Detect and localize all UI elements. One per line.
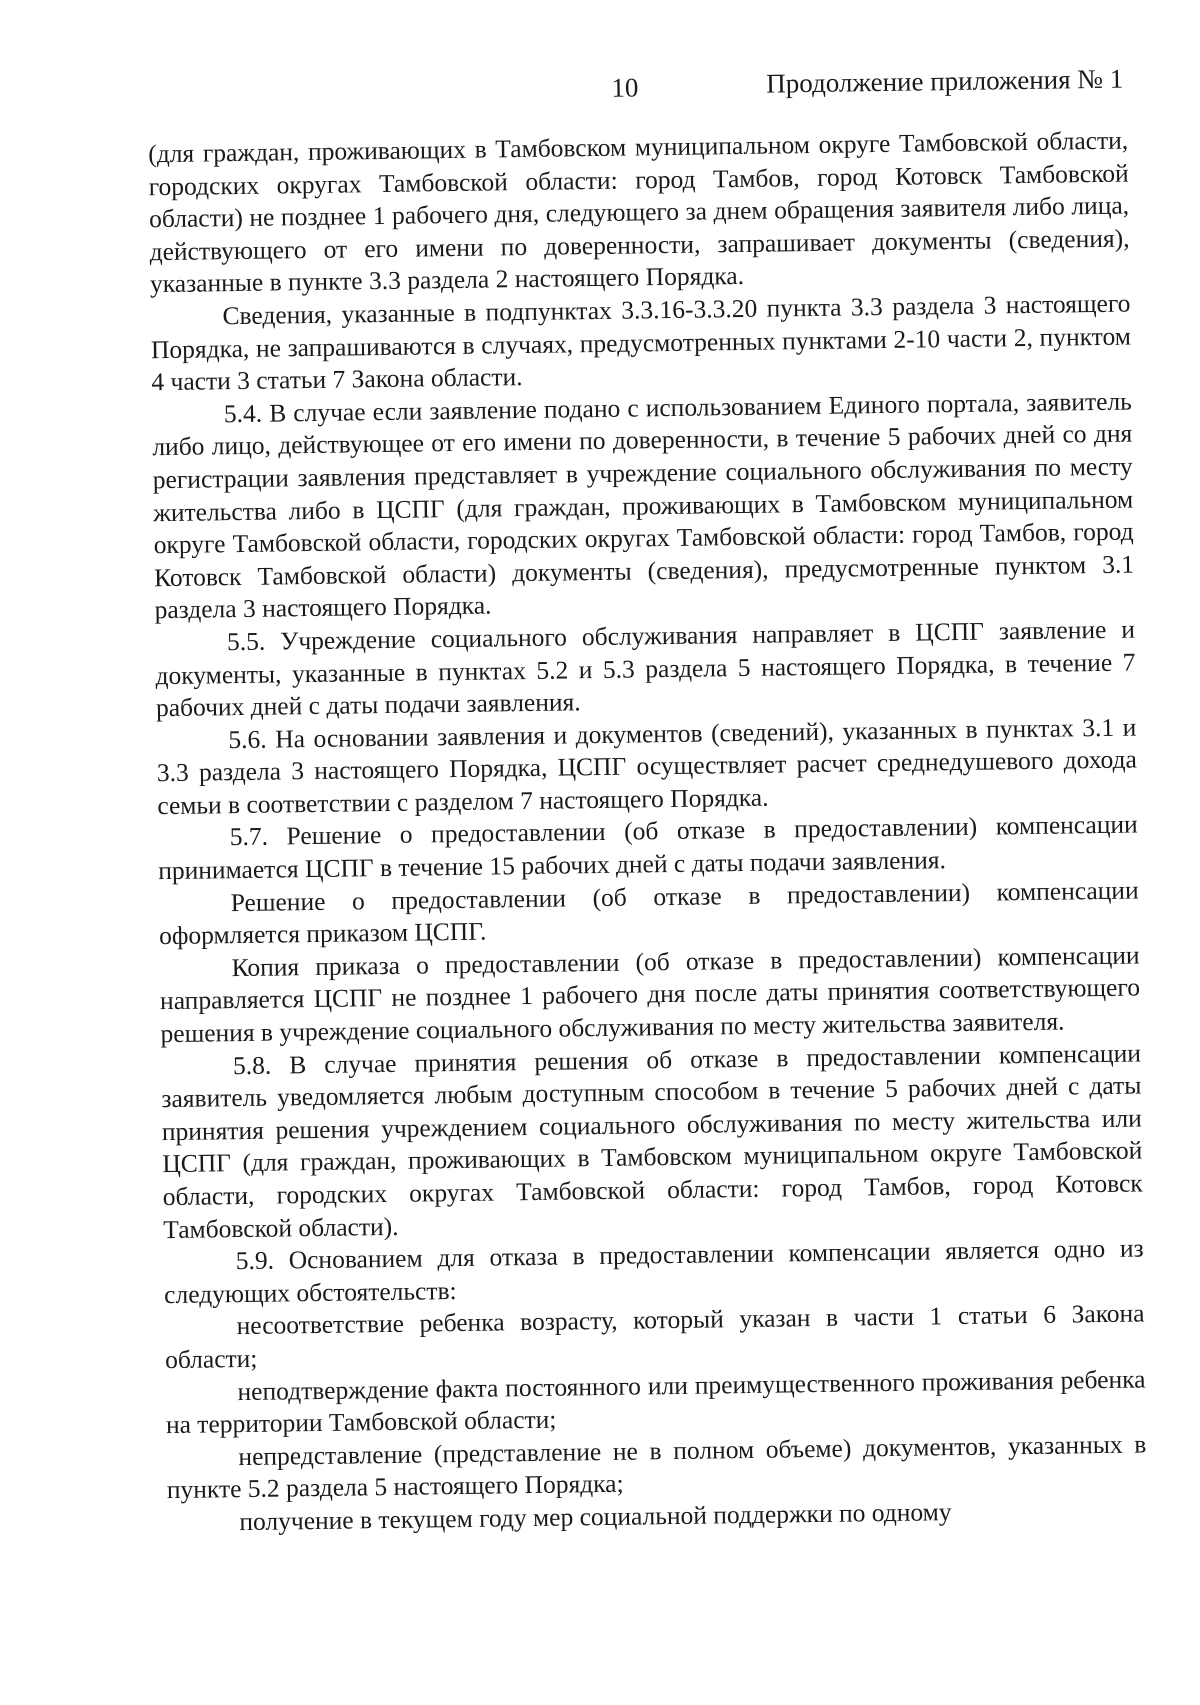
- list-item-support: получение в текущем году мер социальной поддержки по одному: [239, 1497, 952, 1537]
- paragraph-5-8: 5.8. В случае принятия решения об отказе в предоставлении компенсации заявитель уведомляется любым доступным способом в течение 5 рабочих дней с даты принятия решения учреждением социального обслуживания по месту жительства или ЦСПГ (для граждан, проживающих в Тамбовском муниципальном округе Тамбовской области, городских округах Тамбовской области: город Тамбов, город Котовск Тамбовской области).: [161, 1038, 1143, 1244]
- document-body: [148, 125, 1147, 1540]
- list-item-age: несоответствие ребенка возрасту, который указан в части 1 статьи 6 Закона области;: [164, 1298, 1145, 1375]
- list-item-documents: непредставление (представление не в полном объеме) документов, указанных в пункте 5.2 раздела 5 настоящего Порядка;: [166, 1429, 1147, 1505]
- running-title: Продолжение приложения № 1: [766, 63, 1124, 99]
- paragraph-5-6: 5.6. На основании заявления и документов (сведений), указанных в пунктах 3.1 и 3.3 раздела 3 настоящего Порядка, ЦСПГ осуществляет расчет среднедушевого дохода семьи в соответствии с разделом 7 настоящего Порядка.: [156, 712, 1137, 821]
- paragraph-information: Сведения, указанные в подпунктах 3.3.16-3.3.20 пункта 3.3 раздела 3 настоящего Порядка, не запрашиваются в случаях, предусмотренных пунктами 2-10 части 2, пунктом 4 части 3 статьи 7 Закона области.: [150, 288, 1132, 397]
- paragraph-5-7: 5.7. Решение о предоставлении (об отказе в предоставлении) компенсации принимается ЦСПГ в течение 15 рабочих дней с даты подачи заявления.: [158, 809, 1138, 886]
- page-number: 10: [611, 72, 639, 103]
- paragraph-5-4: 5.4. В случае если заявление подано с использованием Единого портала, заявитель либо лицо, действующее от его имени по доверенности, в течение 5 рабочих дней со дня регистрации заявления представляет в учреждение социального обслуживания по месту жительства либо в ЦСПГ (для граждан, проживающих в Тамбовском муниципальном округе Тамбовской области, городских округах Тамбовской области: город Тамбов, город Котовск Тамбовской области) документы (сведения), предусмотренные пунктом 3.1 раздела 3 настоящего Порядка.: [152, 386, 1135, 625]
- list-item-residence: неподтверждение факта постоянного или преимущественного проживания ребенка на территории Тамбовской области;: [165, 1364, 1146, 1440]
- paragraph-order-copy: Копия приказа о предоставлении (об отказе в предоставлении) компенсации направляется ЦСПГ не позднее 1 рабочего дня после даты принятия соответствующего решения в учреждение социального обслуживания по месту жительства заявителя.: [159, 940, 1141, 1049]
- paragraph-continuation: (для граждан, проживающих в Тамбовском муниципальном округе Тамбовской области, городских округах Тамбовской области: город Тамбов, город Котовск Тамбовской области) не позднее 1 рабочего дня, следующего за днем обращения заявителя либо лица, действующего от его имени по доверенности, запрашивает документы (сведения), указанные в пункте 3.3 раздела 2 настоящего Порядка.: [148, 125, 1130, 299]
- paragraph-decision-order: Решение о предоставлении (об отказе в предоставлении) компенсации оформляется приказом ЦСПГ.: [158, 875, 1139, 951]
- paragraph-5-5: 5.5. Учреждение социального обслуживания направляет в ЦСПГ заявление и документы, указанные в пунктах 5.2 и 5.3 раздела 5 настоящего Порядка, в течение 7 рабочих дней с даты подачи заявления.: [155, 614, 1136, 723]
- paragraph-5-9: 5.9. Основанием для отказа в предоставлении компенсации является одно из следующих обстоятельств:: [163, 1233, 1144, 1309]
